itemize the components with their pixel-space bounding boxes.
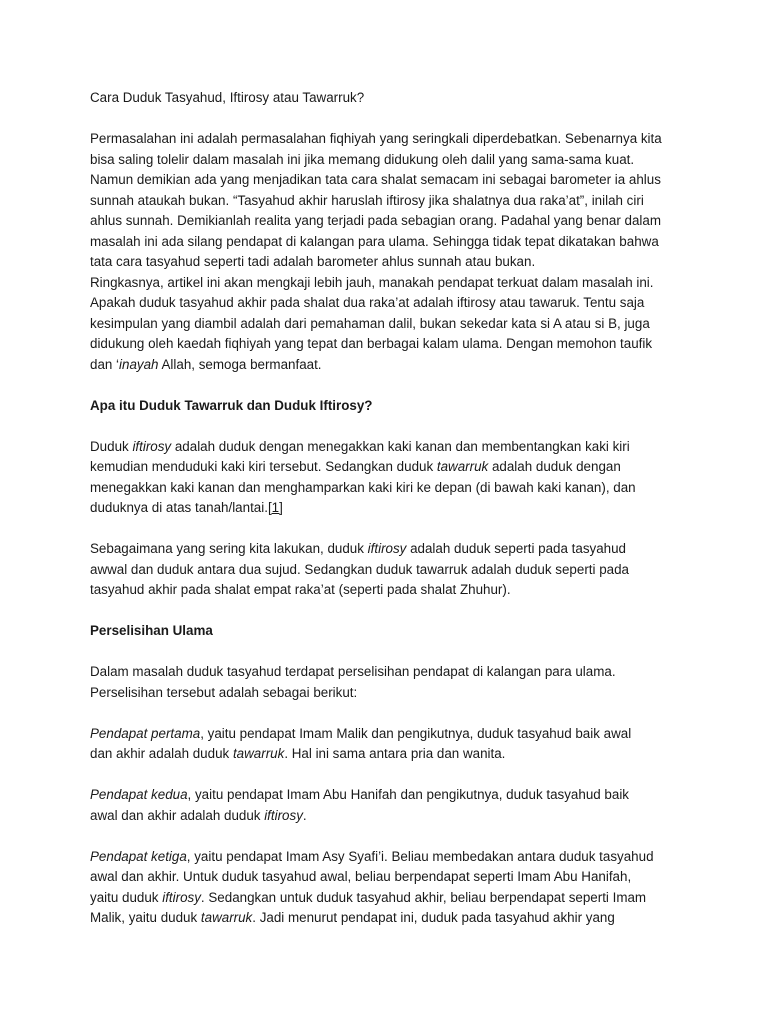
text-line: awal dan akhir. Untuk duduk tasyahud awal, beliau berpendapat seperti Imam Abu Hanifah, [90, 869, 632, 884]
section-heading-definition: Apa itu Duduk Tawarruk dan Duduk Iftirosy? [90, 397, 373, 413]
text-line: Dalam masalah duduk tasyahud terdapat perselisihan pendapat di kalangan para ulama. [90, 664, 616, 679]
text-line: tasyahud akhir pada shalat empat raka’at (seperti pada shalat Zhuhur). [90, 582, 511, 597]
text-line: dan ‘inayah Allah, semoga bermanfaat. [90, 356, 322, 372]
text-line: awwal dan duduk antara dua sujud. Sedangkan duduk tawarruk adalah duduk seperti pada [90, 561, 629, 577]
text-line: menegakkan kaki kanan dan menghamparkan kaki kiri ke depan (di bawah kaki kanan), dan [90, 479, 636, 495]
text-line: ahlus sunnah. Demikianlah realita yang terjadi pada sebagian orang. Padahal yang benar dalam [90, 213, 661, 228]
text-line: duduknya di atas tanah/lantai.[1] [90, 500, 283, 515]
text-line: Pendapat kedua, yaitu pendapat Imam Abu Hanifah dan pengikutnya, duduk tasyahud baik [90, 787, 629, 802]
text-line: bisa saling tolelir dalam masalah ini jika memang didukung oleh dalil yang sama-sama kuat. [90, 151, 635, 167]
document-page [90, 88, 690, 929]
footnote-link[interactable]: [1] [267, 500, 283, 515]
dispute-paragraph [90, 662, 690, 703]
opinion-third-paragraph [90, 847, 690, 929]
text-line: Sebagaimana yang sering kita lakukan, duduk iftirosy adalah duduk seperti pada tasyahud [90, 541, 626, 556]
text-line: Malik, yaitu duduk tawarruk. Jadi menurut pendapat ini, duduk pada tasyahud akhir yang [90, 910, 615, 925]
text-line: masalah ini ada silang pendapat di kalangan para ulama. Sehingga tidak tepat dikatakan bahwa [90, 233, 659, 249]
text-line: awal dan akhir adalah duduk iftirosy. [90, 807, 307, 823]
text-line: Pendapat pertama, yaitu pendapat Imam Malik dan pengikutnya, duduk tasyahud baik awal [90, 725, 632, 741]
opinion-first-paragraph [90, 724, 690, 765]
text-line: kesimpulan yang diambil adalah dari pemahaman dalil, bukan sekedar kata si A atau si B, juga [90, 315, 650, 331]
text-line: Ringkasnya, artikel ini akan mengkaji lebih jauh, manakah pendapat terkuat dalam masalah ini. [90, 274, 654, 290]
intro-paragraph [90, 129, 690, 375]
text-line: sunnah ataukah bukan. “Tasyahud akhir haruslah iftirosy jika shalatnya dua raka’at”, inilah ciri [90, 192, 644, 208]
text-line: tata cara tasyahud seperti tadi adalah barometer ahlus sunnah atau bukan. [90, 254, 536, 269]
text-line: Pendapat ketiga, yaitu pendapat Imam Asy Syafi’i. Beliau membedakan antara duduk tasyahud [90, 848, 654, 864]
text-line: Permasalahan ini adalah permasalahan fiqhiyah yang seringkali diperdebatkan. Sebenarnya kita [90, 131, 662, 146]
text-line: yaitu duduk iftirosy. Sedangkan untuk duduk tasyahud akhir, beliau berpendapat seperti Imam [90, 889, 647, 905]
text-line: Apakah duduk tasyahud akhir pada shalat dua raka’at adalah iftirosy atau tawaruk. Tentu saja [90, 295, 645, 310]
text-line: kemudian menduduki kaki kiri tersebut. Sedangkan duduk tawarruk adalah duduk dengan [90, 459, 621, 474]
definition-paragraph [90, 437, 690, 519]
opinion-second-paragraph [90, 785, 690, 826]
text-line: Duduk iftirosy adalah duduk dengan menegakkan kaki kanan dan membentangkan kaki kiri [90, 438, 630, 454]
text-line: Perselisihan tersebut adalah sebagai berikut: [90, 684, 358, 700]
text-line: didukung oleh kaedah fiqhiyah yang tepat dan berbagai kalam ulama. Dengan memohon taufik [90, 336, 653, 351]
text-line: dan akhir adalah duduk tawarruk. Hal ini sama antara pria dan wanita. [90, 746, 506, 761]
common-practice-paragraph [90, 539, 690, 601]
document-title: Cara Duduk Tasyahud, Iftirosy atau Tawarruk? [90, 90, 365, 105]
text-line: Namun demikian ada yang menjadikan tata cara shalat semacam ini sebagai barometer ia ahlus [90, 172, 661, 187]
section-heading-dispute: Perselisihan Ulama [90, 623, 213, 638]
